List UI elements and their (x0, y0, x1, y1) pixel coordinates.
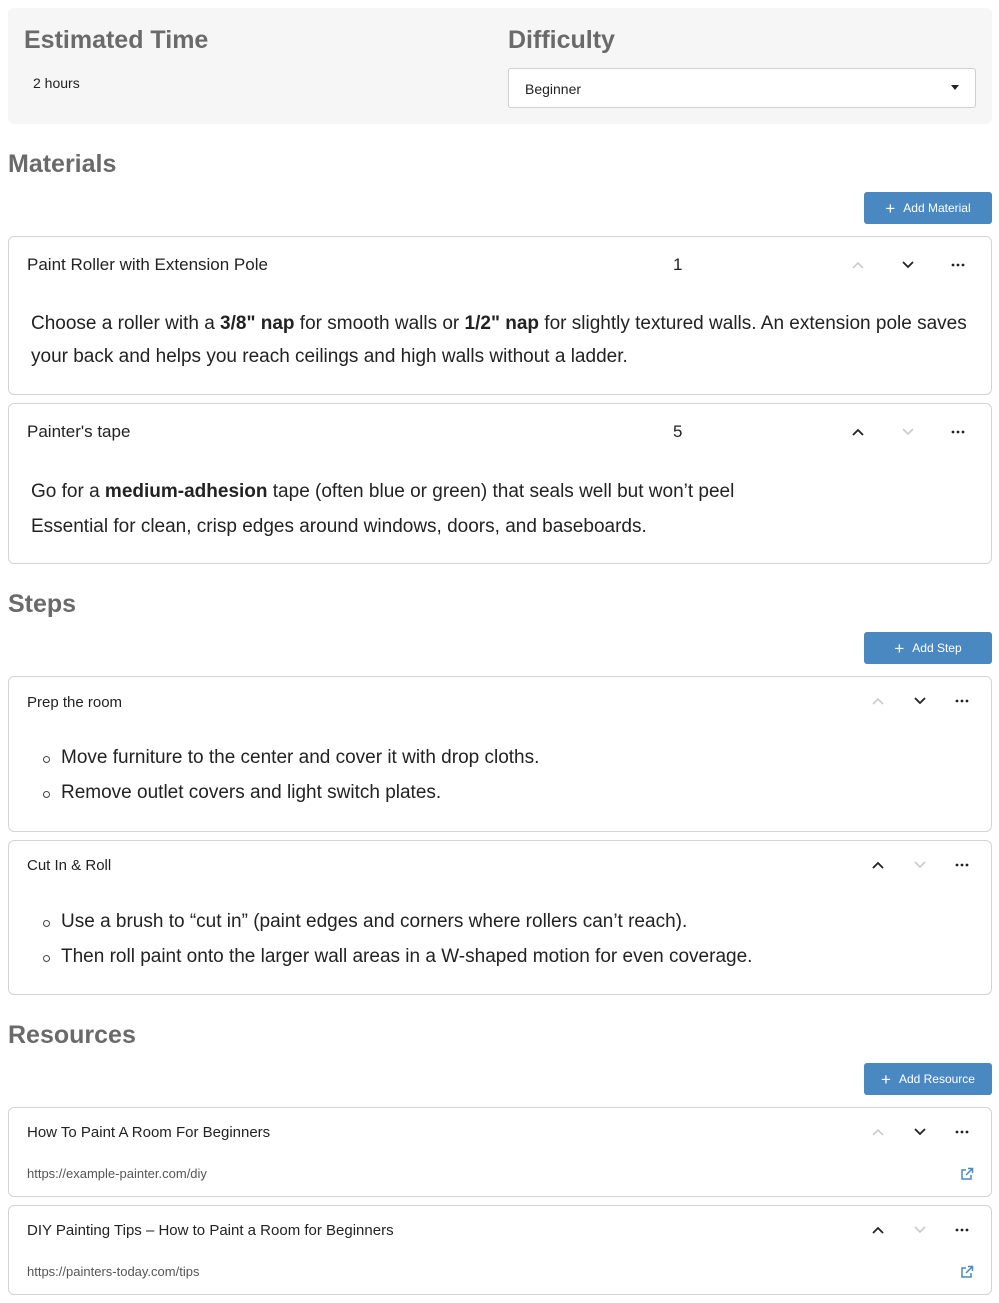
list-item: Move furniture to the center and cover it with drop cloths. (43, 740, 539, 775)
more-horizontal-icon[interactable] (948, 422, 968, 442)
chevron-down-icon[interactable] (898, 255, 918, 275)
step-card (8, 840, 992, 995)
plus-icon: + (881, 1069, 891, 1089)
resource-name[interactable]: How To Paint A Room For Beginners (27, 1124, 271, 1141)
step-bullet-list (43, 904, 752, 974)
add-step-button[interactable] (864, 632, 992, 664)
step-name[interactable]: Cut In & Roll (27, 857, 112, 874)
chevron-down-icon[interactable] (910, 1122, 930, 1142)
list-item: Remove outlet covers and light switch plates. (43, 775, 539, 810)
resource-url: https://painters-today.com/tips (27, 1264, 200, 1279)
resource-url: https://example-painter.com/diy (27, 1166, 207, 1181)
more-horizontal-icon[interactable] (952, 1220, 972, 1240)
add-material-button[interactable] (864, 192, 992, 224)
chevron-up-icon (868, 691, 888, 711)
caret-down-icon (951, 85, 959, 90)
list-item: Then roll paint onto the larger wall areas in a W-shaped motion for even coverage. (43, 939, 752, 974)
estimated-time-value[interactable]: 2 hours (33, 75, 80, 91)
chevron-down-icon[interactable] (910, 691, 930, 711)
step-card (8, 676, 992, 832)
steps-section-title: Steps (8, 590, 77, 618)
material-name[interactable]: Painter's tape (27, 422, 131, 441)
chevron-up-icon (868, 1122, 888, 1142)
chevron-up-icon[interactable] (868, 855, 888, 875)
difficulty-select[interactable] (508, 68, 976, 108)
resource-name[interactable]: DIY Painting Tips – How to Paint a Room for Beginners (27, 1222, 394, 1239)
add-resource-button[interactable] (864, 1063, 992, 1095)
external-link-icon[interactable] (957, 1164, 977, 1184)
resource-card (8, 1205, 992, 1295)
difficulty-select-value: Beginner (525, 81, 582, 97)
material-card (8, 403, 992, 564)
material-card (8, 236, 992, 395)
add-material-label: Add Material (903, 201, 971, 215)
plus-icon: + (894, 638, 905, 658)
chevron-down-icon (910, 1220, 930, 1240)
overview-panel (8, 8, 992, 124)
difficulty-label: Difficulty (508, 26, 615, 54)
resource-card (8, 1107, 992, 1197)
plus-icon: + (885, 198, 896, 218)
step-name[interactable]: Prep the room (27, 694, 123, 711)
chevron-down-icon (910, 855, 930, 875)
material-name[interactable]: Paint Roller with Extension Pole (27, 255, 268, 274)
material-quantity[interactable]: 5 (673, 422, 683, 441)
estimated-time-label: Estimated Time (24, 26, 209, 54)
material-description: Choose a roller with a 3/8" nap for smooth walls or 1/2" nap for slightly textured walls. An extension pole saves your back and helps you reach ceilings and high walls without a ladder. (31, 313, 967, 367)
materials-section-title: Materials (8, 150, 117, 178)
add-step-label: Add Step (912, 641, 962, 655)
more-horizontal-icon[interactable] (952, 691, 972, 711)
step-bullet-list (43, 740, 539, 810)
chevron-up-icon (848, 255, 868, 275)
more-horizontal-icon[interactable] (952, 855, 972, 875)
more-horizontal-icon[interactable] (948, 255, 968, 275)
chevron-up-icon[interactable] (848, 422, 868, 442)
material-quantity[interactable]: 1 (673, 255, 683, 274)
material-description: Go for a medium-adhesion tape (often blue or green) that seals well but won’t peel Essential for clean, crisp edges around windows, doors, and baseboards. (31, 481, 735, 537)
chevron-down-icon (898, 422, 918, 442)
chevron-up-icon[interactable] (868, 1220, 888, 1240)
list-item: Use a brush to “cut in” (paint edges and corners where rollers can’t reach). (43, 904, 752, 939)
external-link-icon[interactable] (957, 1262, 977, 1282)
add-resource-label: Add Resource (898, 1072, 975, 1086)
resources-section-title: Resources (8, 1021, 136, 1049)
more-horizontal-icon[interactable] (952, 1122, 972, 1142)
